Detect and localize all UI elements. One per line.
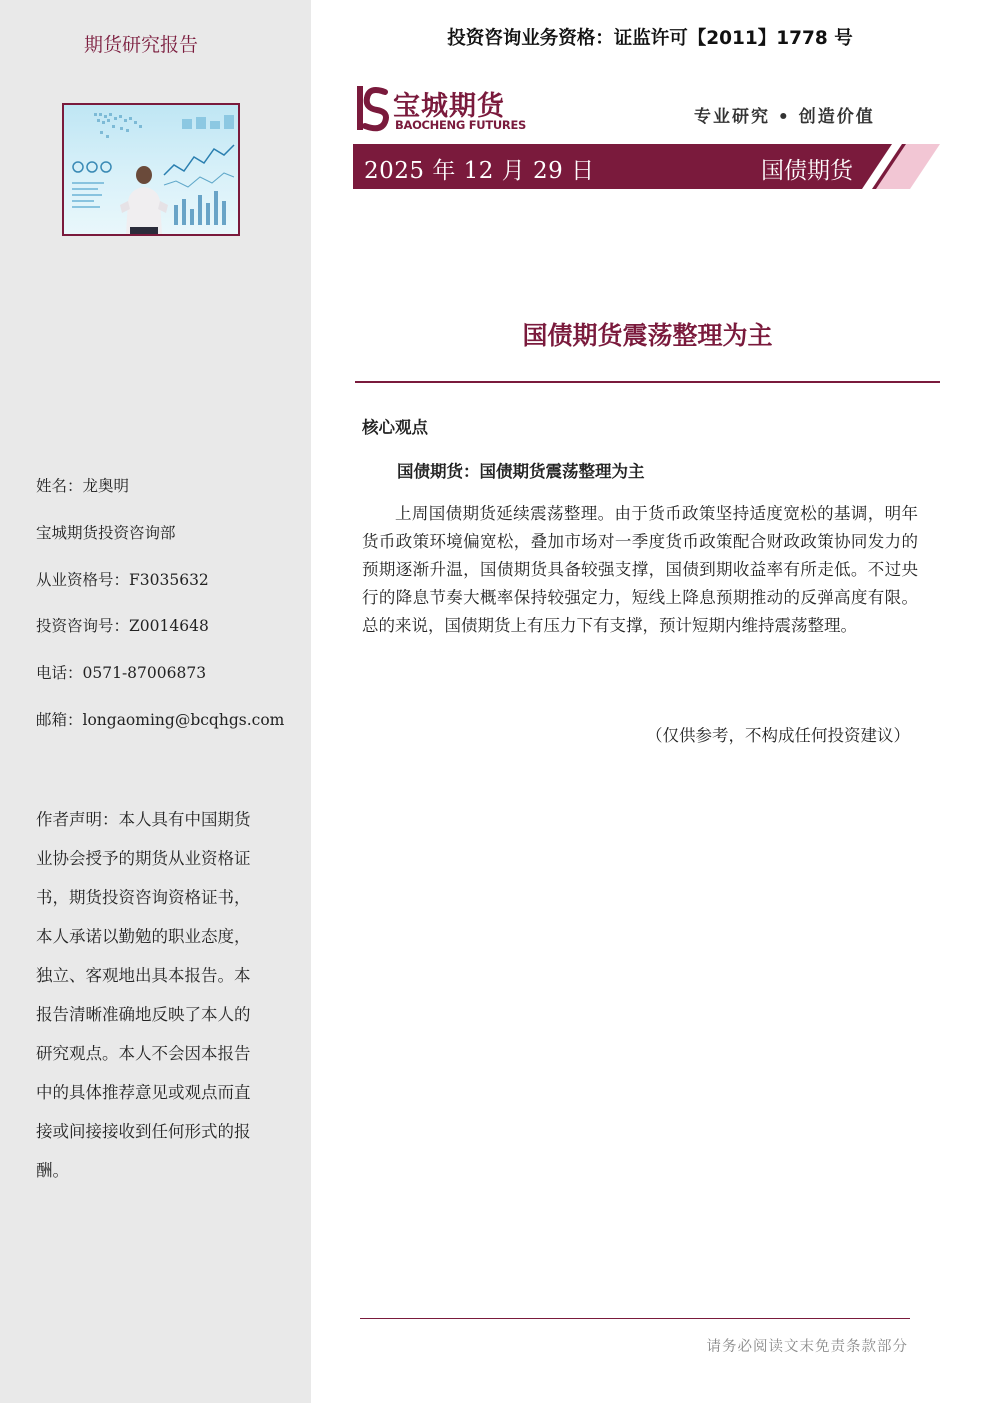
author-email[interactable]: 邮箱：longaoming@bcqhgs.com bbox=[36, 710, 285, 729]
businessman-data-screens-photo bbox=[64, 105, 238, 234]
author-info bbox=[36, 473, 296, 754]
slogan: 专业研究 • 创造价值 bbox=[694, 107, 875, 127]
report-title: 国债期货震荡整理为主 bbox=[522, 321, 773, 350]
date-banner bbox=[353, 144, 940, 189]
banner-stripes bbox=[860, 144, 940, 189]
author-phone: 电话：0571-87006873 bbox=[36, 664, 207, 683]
author-consulting-no: 投资咨询号：Z0014648 bbox=[36, 617, 209, 636]
core-view-heading: 核心观点 bbox=[362, 418, 428, 437]
sidebar bbox=[0, 0, 311, 1403]
author-disclaimer bbox=[36, 800, 276, 1190]
baocheng-s-logo-icon bbox=[355, 84, 391, 132]
footer-disclaimer-note: 请务必阅读文末免责条款部分 bbox=[706, 1339, 908, 1355]
logo-name: 宝城期货 bbox=[393, 91, 505, 122]
footer-divider bbox=[360, 1318, 910, 1319]
company-logo bbox=[355, 84, 525, 134]
logo-english-name: BAOCHENG FUTURES bbox=[395, 118, 526, 132]
author-department: 宝城期货投资咨询部 bbox=[36, 523, 176, 542]
report-category: 国债期货 bbox=[761, 158, 853, 184]
author-qualification-no: 从业资格号：F3035632 bbox=[36, 570, 209, 589]
core-view-body: 上周国债期货延续震荡整理。由于货币政策坚持适度宽松的基调，明年货币政策环境偏宽松，叠加市场对一季度货币政策配合财政政策协同发力的预期逐渐升温，国债期货具备较强支撑，国债到期收益率有所走低。不过央行的降息节奏大概率保持较强定力，短线上降息预期推动的反弹高度有限。总的来说，国债期货上有压力下有支撑，预计短期内维持震荡整理。 bbox=[362, 504, 918, 635]
core-view-subheading: 国债期货：国债期货震荡整理为主 bbox=[397, 462, 645, 481]
license-text: 投资咨询业务资格：证监许可【2011】1778 号 bbox=[447, 28, 853, 49]
author-name: 姓名：龙奥明 bbox=[36, 477, 130, 495]
title-divider bbox=[355, 381, 940, 383]
report-date: 2025 年 12 月 29 日 bbox=[364, 158, 595, 184]
cover-photo bbox=[62, 103, 240, 236]
investment-note: （仅供参考，不构成任何投资建议） bbox=[646, 726, 910, 745]
report-type-label: 期货研究报告 bbox=[83, 34, 198, 56]
author-disclaimer-text: 作者声明：本人具有中国期货业协会授予的期货从业资格证书，期货投资咨询资格证书，本人承诺以勤勉的职业态度，独立、客观地出具本报告。本报告清晰准确地反映了本人的研究观点。本人不会因本报告中的具体推荐意见或观点而直接或间接接收到任何形式的报酬。 bbox=[36, 810, 251, 1180]
